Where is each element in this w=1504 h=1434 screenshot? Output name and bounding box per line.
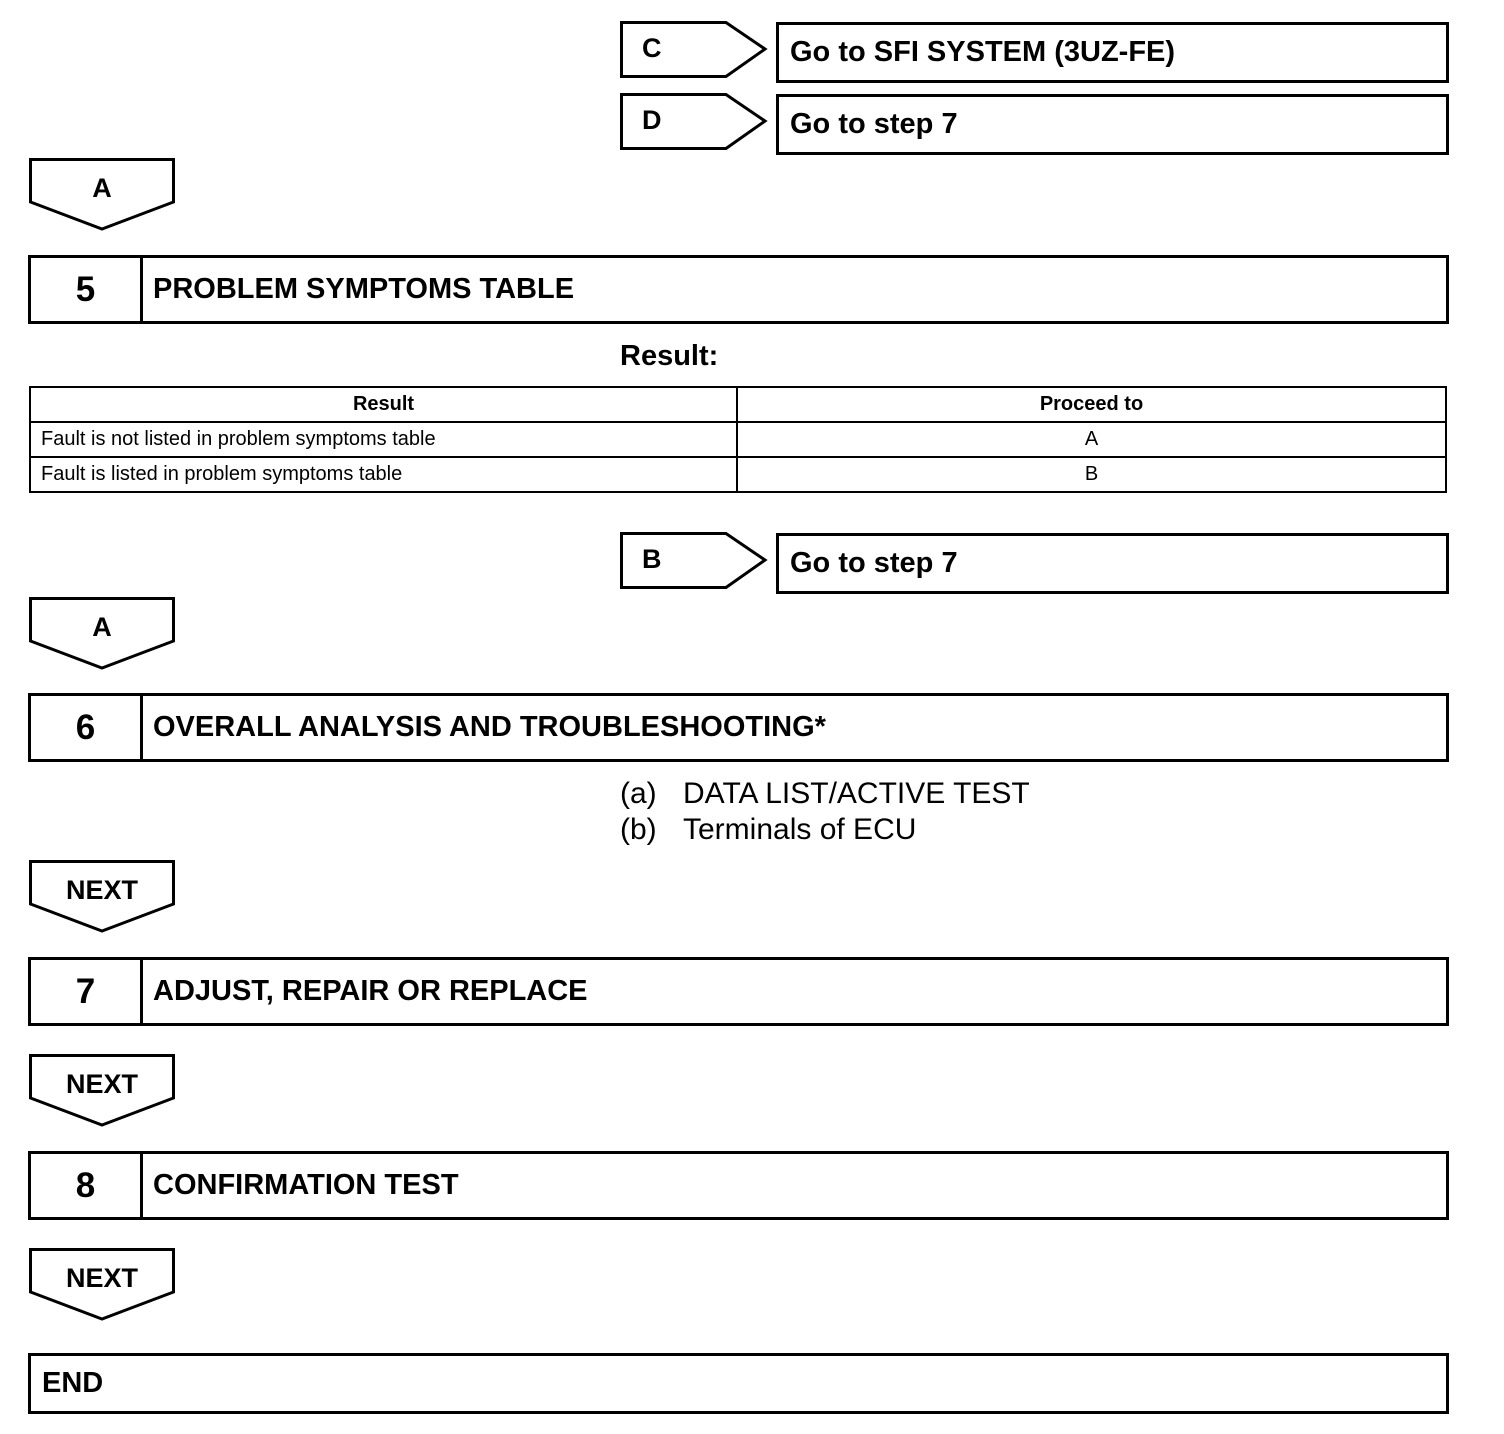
step-6-box xyxy=(28,693,1449,762)
item-key: (b) xyxy=(620,813,657,846)
proceed-cell: A xyxy=(737,422,1446,457)
step-7-box xyxy=(28,957,1449,1026)
step-title: ADJUST, REPAIR OR REPLACE xyxy=(153,975,588,1007)
end-label: END xyxy=(42,1367,104,1399)
branch-code: D xyxy=(642,105,662,135)
step-number: 5 xyxy=(31,258,143,321)
result-table xyxy=(29,386,1447,493)
branch-destination-d xyxy=(776,94,1449,155)
step-number: 6 xyxy=(31,696,143,759)
branch-code: C xyxy=(642,33,662,63)
table-header-row xyxy=(30,387,1446,422)
step6-item-b xyxy=(620,812,916,848)
destination-text: Go to step 7 xyxy=(790,108,958,140)
item-key: (a) xyxy=(620,777,657,810)
table-row xyxy=(30,422,1446,457)
step-5-box xyxy=(28,255,1449,324)
step6-item-a xyxy=(620,776,1030,812)
step-number: 7 xyxy=(31,960,143,1023)
column-header-proceed: Proceed to xyxy=(737,387,1446,422)
column-header-result: Result xyxy=(30,387,737,422)
destination-text: Go to SFI SYSTEM (3UZ-FE) xyxy=(790,36,1176,68)
flow-arrow-label: A xyxy=(92,612,112,642)
table-row xyxy=(30,457,1446,492)
flow-arrow-label: NEXT xyxy=(65,1263,138,1293)
branch-arrow-d xyxy=(620,93,768,151)
flow-arrow-label: NEXT xyxy=(65,1069,138,1099)
step-8-box xyxy=(28,1151,1449,1220)
item-text: Terminals of ECU xyxy=(683,813,917,846)
branch-code: B xyxy=(642,544,662,574)
branch-arrow-b xyxy=(620,532,768,590)
step-number: 8 xyxy=(31,1154,143,1217)
branch-arrow-c xyxy=(620,21,768,79)
flow-arrow-label: A xyxy=(92,173,112,203)
step-title: CONFIRMATION TEST xyxy=(153,1169,459,1201)
destination-text: Go to step 7 xyxy=(790,547,958,579)
result-label: Result: xyxy=(620,340,719,372)
branch-destination-c xyxy=(776,22,1449,83)
step-title: PROBLEM SYMPTOMS TABLE xyxy=(153,273,575,305)
item-text: DATA LIST/ACTIVE TEST xyxy=(683,777,1030,810)
step-title: OVERALL ANALYSIS AND TROUBLESHOOTING* xyxy=(153,711,826,743)
flow-arrow-a-2 xyxy=(29,597,175,671)
end-box xyxy=(28,1353,1449,1414)
flow-arrow-a-1 xyxy=(29,158,175,232)
flow-arrow-next-3 xyxy=(29,1248,175,1322)
flow-arrow-next-1 xyxy=(29,860,175,934)
branch-destination-b xyxy=(776,533,1449,594)
result-cell: Fault is listed in problem symptoms table xyxy=(30,457,737,492)
flow-arrow-label: NEXT xyxy=(65,875,138,905)
result-cell: Fault is not listed in problem symptoms table xyxy=(30,422,737,457)
proceed-cell: B xyxy=(737,457,1446,492)
flow-arrow-next-2 xyxy=(29,1054,175,1128)
